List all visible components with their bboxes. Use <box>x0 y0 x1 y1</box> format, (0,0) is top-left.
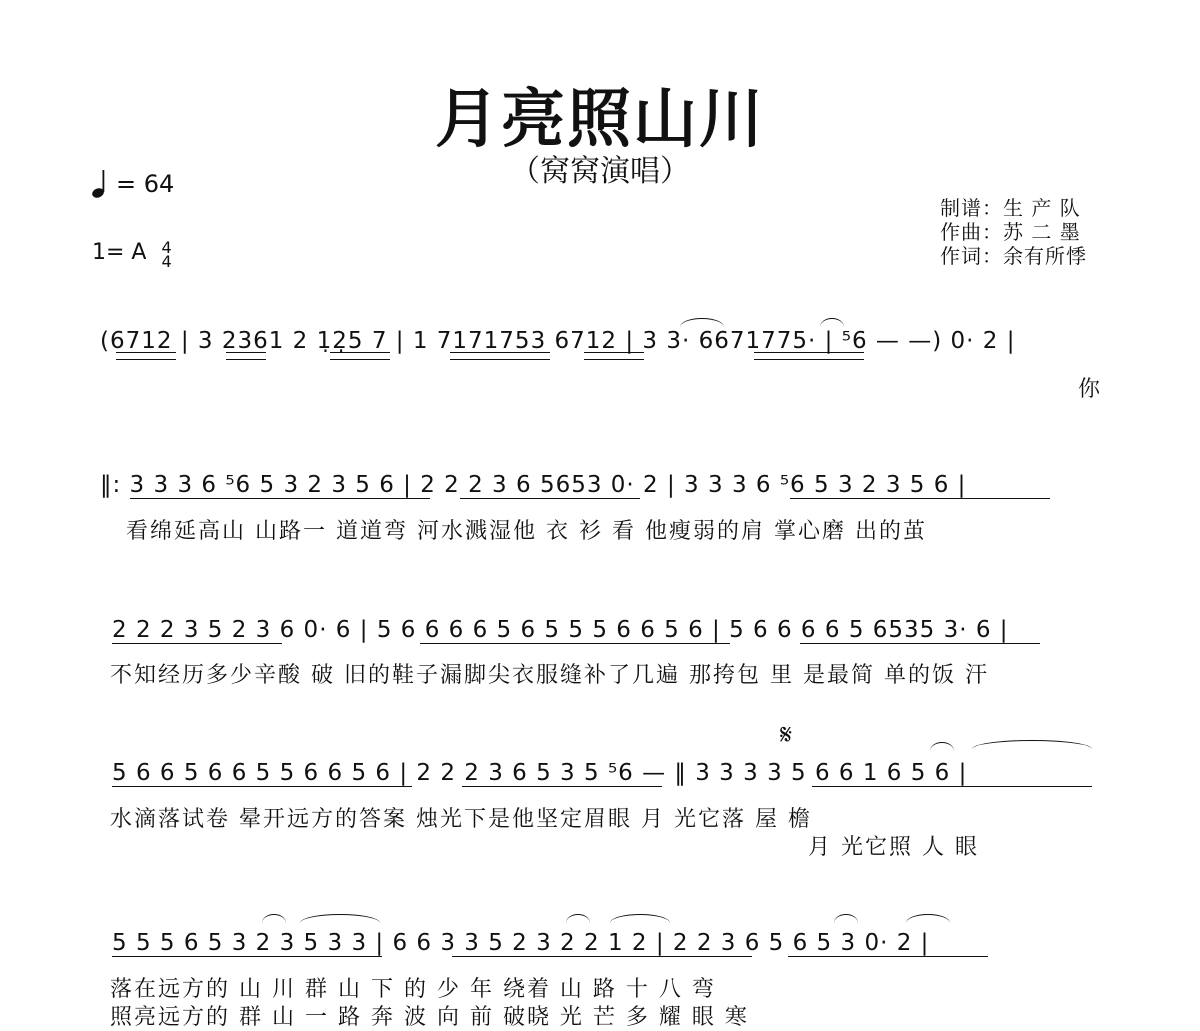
slur <box>820 318 844 327</box>
beam <box>130 498 430 499</box>
slur <box>680 318 724 327</box>
beam <box>800 643 1040 644</box>
slur <box>930 742 954 751</box>
beam <box>450 352 550 360</box>
slur <box>834 914 858 923</box>
credit-transcriber: 制谱：生 产 队 <box>940 196 1081 220</box>
lyrics-line-2: 看绵延高山 山路一 道道弯 河水溅湿他 衣 衫 看 他瘦弱的肩 掌心磨 出的茧 <box>126 519 927 544</box>
beam <box>462 786 662 787</box>
lyrics-line-4a: 水滴落试卷 晕开远方的答案 烛光下是他坚定眉眼 月 光它落 屋 檐 <box>110 807 812 832</box>
credit-composer: 作曲：苏 二 墨 <box>940 220 1081 244</box>
lyrics-line-1: 你 <box>1078 377 1103 402</box>
score-line-1: (6712 | 3 2361 2 1̣2̣5 7 | 1 7171753 6712 | 3 3· 6671775· | ⁵6 — —) 0· 2 | <box>100 328 1016 354</box>
slur <box>300 914 380 923</box>
slur <box>610 914 670 923</box>
beam <box>112 643 282 644</box>
slur <box>972 740 1092 749</box>
slur <box>906 914 950 923</box>
slur <box>566 914 590 923</box>
beam <box>812 786 1092 787</box>
score-line-2: ‖: 3 3 3 6 ⁵6 5 3 2 3 5 6 | 2 2 2 3 6 5653 0· 2 | 3 3 3 6 ⁵6 5 3 2 3 5 6 | <box>100 472 967 498</box>
beam <box>790 498 1050 499</box>
lyrics-line-5b: 照亮远方的 群 山 一 路 奔 波 向 前 破晓 光 芒 多 耀 眼 寒 <box>110 1005 749 1030</box>
beam <box>420 643 730 644</box>
tempo-value: = 64 <box>116 170 175 198</box>
beam <box>754 352 864 360</box>
beam <box>460 498 640 499</box>
credits <box>940 196 1087 268</box>
lyrics-line-3: 不知经历多少辛酸 破 旧的鞋子漏脚尖衣服缝补了几遍 那挎包 里 是最简 单的饭 汗 <box>110 663 989 688</box>
credit-lyricist: 作词：余有所悸 <box>940 244 1087 268</box>
time-signature <box>161 238 172 271</box>
beam <box>112 786 412 787</box>
performer-subtitle: （窝窝演唱） <box>510 154 690 189</box>
beam <box>788 956 988 957</box>
song-title: 月亮照山川 <box>435 83 765 157</box>
quarter-note-icon <box>92 170 106 198</box>
score-line-4: 5 6 6 5 6 6 5 5 6 6 5 6 | 2 2 2 3 6 5 3 5 ⁵6 — ‖ 3 3 3 3 5 6 6 1 6 5 6 | <box>112 760 968 786</box>
segno-sign: 𝄋 <box>780 718 793 751</box>
time-top: 4 <box>161 238 172 257</box>
beam <box>452 956 752 957</box>
slur <box>262 914 286 923</box>
lyrics-line-5a: 落在远方的 山 川 群 山 下 的 少 年 绕着 山 路 十 八 弯 <box>110 977 716 1002</box>
time-bottom: 4 <box>161 252 172 271</box>
key-text: 1= A <box>92 240 147 265</box>
tempo-marking <box>92 170 174 198</box>
beam <box>226 352 266 360</box>
beam <box>584 352 644 360</box>
beam <box>330 352 390 360</box>
score-line-3: 2 2 2 3 5 2 3 6 0· 6 | 5 6 6 6 6 5 6 5 5 5 6 6 5 6 | 5 6 6 6 6 5 6535 3· 6 | <box>112 617 1009 643</box>
score-line-5: 5 5 5 6 5 3 2 3 5 3 3 | 6 6 3 3 5 2 3 2 2 1 2 | 2 2 3 6 5 6 5 3 0· 2 | <box>112 930 930 956</box>
key-signature <box>92 240 172 269</box>
beam <box>116 352 176 360</box>
beam <box>112 956 382 957</box>
lyrics-line-4b: 月 光它照 人 眼 <box>808 835 979 860</box>
